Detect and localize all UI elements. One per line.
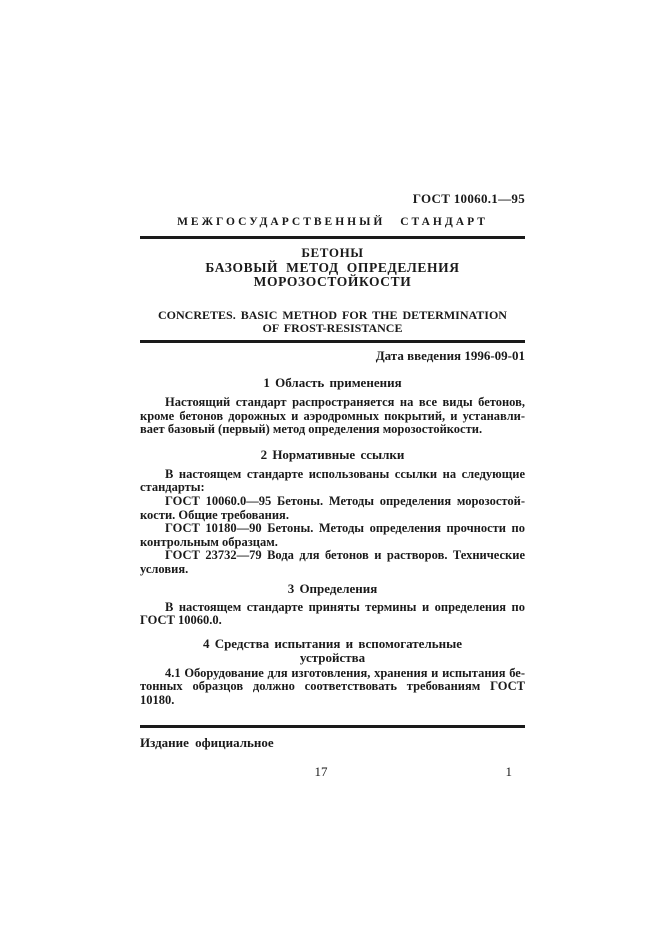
section-4-paragraph-line: тонных образцов должно соответствовать требованиям ГОСТ 10180. <box>140 679 525 707</box>
title-en-line2: OF FROST-RESISTANCE <box>262 320 403 335</box>
section-2-reference-line: контрольным образцам. <box>140 534 278 549</box>
doc-code: ГОСТ 10060.1—95 <box>412 191 525 206</box>
section-4-heading <box>140 637 525 665</box>
section-3-heading: 3 Определения <box>287 580 378 596</box>
page-number-right: 1 <box>505 763 512 779</box>
title-en <box>140 309 525 334</box>
document-content <box>140 192 525 779</box>
edition-note: Издание официальное <box>140 734 274 750</box>
section-1-paragraph-line: вает базовый (первый) метод определения морозостойкости. <box>140 422 483 437</box>
section-2-reference-line: условия. <box>140 561 189 576</box>
section-2-heading: 2 Нормативные ссылки <box>260 446 405 462</box>
section-3-paragraph-line: В настоящем стандарте приняты термины и определения по <box>165 599 525 614</box>
section-2-reference-line: ГОСТ 10180—90 Бетоны. Методы определения прочности по <box>165 521 525 536</box>
section-4-heading-line2: устройства <box>299 649 366 665</box>
section-4-paragraph-line: 4.1 Оборудование для изготовления, хранения и испытания бе- <box>165 665 525 680</box>
section-3-paragraph-line: ГОСТ 10060.0. <box>140 613 222 628</box>
title-ru-line2: БАЗОВЫЙ МЕТОД ОПРЕДЕЛЕНИЯ МОРОЗОСТОЙКОСТИ <box>205 260 460 289</box>
page-numbers <box>140 765 525 779</box>
page-number-center: 17 <box>314 763 328 779</box>
section-1-paragraph-line: Настоящий стандарт распространяется на все виды бетонов, <box>165 395 525 409</box>
footer-divider-rule <box>140 725 525 728</box>
effective-date: Дата введения 1996-09-01 <box>375 348 525 363</box>
section-2-paragraph-line: стандарты: <box>140 480 205 495</box>
divider-rule-top <box>140 236 525 239</box>
title-ru-line1: БЕТОНЫ <box>301 245 364 260</box>
section-2-reference-line: кости. Общие требования. <box>140 507 289 522</box>
section-1-heading: 1 Область применения <box>263 375 402 390</box>
title-en-line1: CONCRETES. BASIC METHOD FOR THE DETERMINATION <box>158 308 507 322</box>
section-1-paragraph-line: кроме бетонов дорожных и аэродромных покрытий, и устанавли- <box>140 408 525 423</box>
section-4-heading-line1: 4 Средства испытания и вспомогательные <box>202 635 463 651</box>
divider-rule-under-title <box>140 340 525 343</box>
standard-type-label: МЕЖГОСУДАРСТВЕННЫЙ СТАНДАРТ <box>177 216 488 228</box>
section-2-reference-line: ГОСТ 23732—79 Вода для бетонов и растворов. Технические <box>165 548 525 563</box>
section-2-reference-line: ГОСТ 10060.0—95 Бетоны. Методы определения морозостой- <box>165 493 525 508</box>
section-2-paragraph-line: В настоящем стандарте использованы ссылки на следующие <box>165 466 525 481</box>
